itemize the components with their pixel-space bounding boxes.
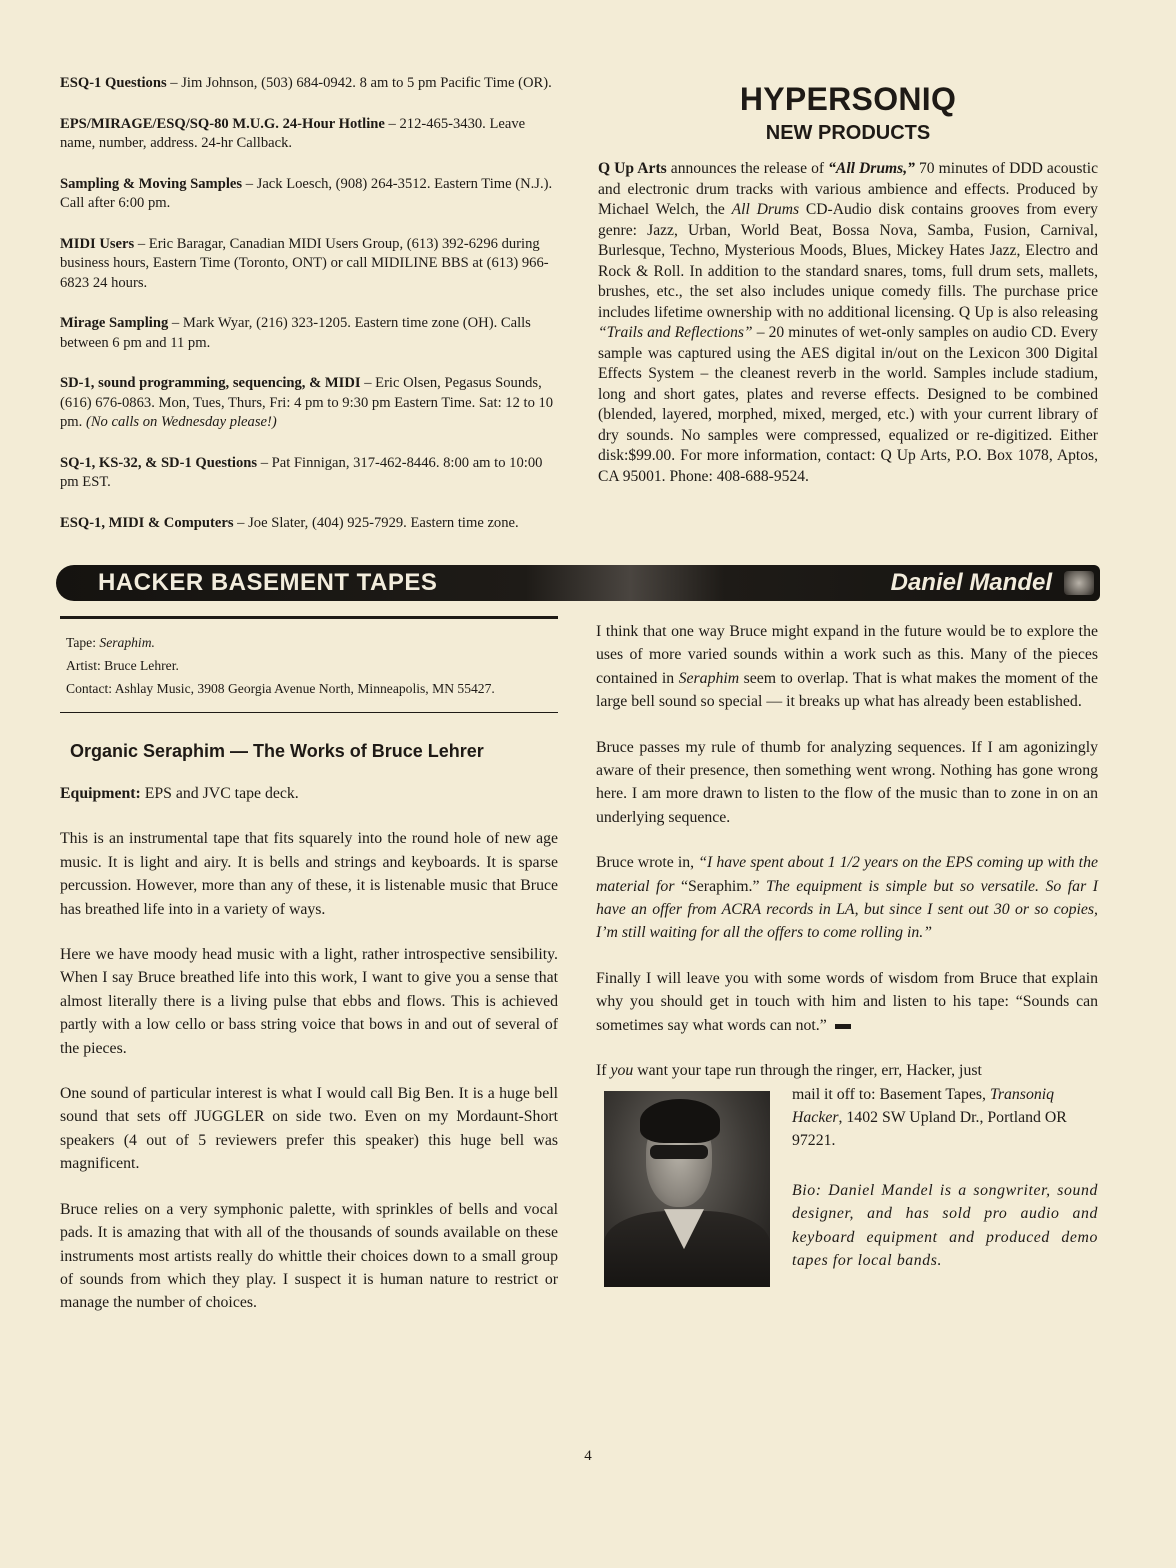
banner-ornament (1064, 571, 1094, 595)
contact-item (60, 454, 558, 493)
author-bio: Bio: Daniel Mandel is a songwriter, sound designer, and has sold pro audio and keyboard equipment and produced demo tapes for local bands. (792, 1181, 1098, 1269)
contact-item (60, 514, 558, 534)
article-right-column (596, 620, 1098, 1272)
photo-hair (640, 1099, 720, 1143)
hypersoniq-section (598, 80, 1098, 487)
text-run: mail it off to: Basement Tapes, (792, 1085, 990, 1103)
contact-text: – Eric Baragar, Canadian MIDI Users Group, (613) 392-6296 during business hours, Eastern Time (Toronto, ONT) or call MIDILINE BBS at (613) 966-6823 24 hours. (60, 235, 549, 291)
hyper-run: “Trails and Reflections” (598, 324, 753, 341)
article-title: Organic Seraphim — The Works of Bruce Lehrer (70, 741, 484, 761)
contact-list (60, 74, 558, 554)
article-paragraph (596, 620, 1098, 714)
contact-note: (No calls on Wednesday please!) (85, 414, 277, 430)
contact-item (60, 314, 558, 353)
text-run: If (596, 1062, 611, 1080)
text-run: I think that one way Bruce might expand in the future would be to explore the uses of more varied sounds within a work such as this. Many of the pieces contained in (596, 623, 1098, 687)
hypersoniq-subtitle: NEW PRODUCTS (765, 122, 931, 144)
hyper-run: 70 minutes of DDD acoustic and electronic drum tracks with various ambience and effects. Produced by Michael Welch, the (598, 160, 1098, 218)
hyper-run: “All Drums,” (828, 160, 915, 177)
contact-item (60, 374, 558, 433)
tape-line (66, 631, 552, 654)
article-paragraph: Bruce passes my rule of thumb for analyzing sequences. If I am agonizingly aware of their presence, then something went wrong. Nothing has gone wrong here. I am more drawn to listen to the flow of the music than to zone in on an underlying sequence. (596, 738, 1098, 826)
hyper-run: announces the release of (666, 160, 829, 177)
text-run: want your tape run through the ringer, err, Hacker, just (633, 1062, 982, 1080)
page-number: 4 (584, 1448, 592, 1464)
text-run: Transoniq Hacker (792, 1085, 1055, 1126)
hyper-run: All Drums (731, 201, 800, 218)
equipment-text: EPS and JVC tape deck. (140, 785, 299, 802)
submission-block (596, 1059, 1098, 1272)
contact-label: MIDI Users (60, 235, 135, 252)
divider (60, 712, 558, 713)
banner-title: HACKER BASEMENT TAPES (98, 569, 438, 596)
contact-text: – Jack Loesch, (908) 264-3512. Eastern Time (N.J.). Call after 6:00 pm. (60, 175, 553, 211)
article-paragraph: One sound of particular interest is what I would call Big Ben. It is a huge bell sound that sets off JUGGLER on side two. Even on my Mordaunt-Short speakers (4 out of 5 reviewers prefer this speaker) this huge bell was magnificent. (60, 1085, 558, 1173)
contact-label: SQ-1, KS-32, & SD-1 Questions (60, 454, 258, 471)
equipment-line (60, 782, 558, 805)
contact-label: Sampling & Moving Samples (60, 175, 243, 192)
section-banner (56, 565, 1100, 601)
contact-line: Contact: Ashlay Music, 3908 Georgia Avenue North, Minneapolis, MN 55427. (66, 681, 495, 696)
article-left-column (60, 616, 558, 1337)
contact-text: – 212-465-3430. Leave name, number, address. 24-hr Callback. (60, 115, 526, 151)
contact-item (60, 235, 558, 294)
contact-item (60, 74, 558, 94)
hyper-run: – 20 minutes of wet-only samples on audio CD. Every sample was captured using the AES digital in/out on the Lexicon 300 Digital Effects System – the cleanest reverb in the world. Samples include stadium, long and short gates, plates and reverse effects. Designed to be combined (blended, layered, morphed, mixed, merged, etc.) with your current library of dry sounds. No samples were compressed, equalized or re-digitized. Either disk:$99.00. For more information, contact: Q Up Arts, P.O. Box 1078, Aptos, CA 95001. Phone: 408-688-9524. (598, 324, 1098, 485)
contact-label: ESQ-1 Questions (60, 75, 167, 91)
equipment-label: Equipment: (60, 785, 141, 802)
article-paragraph: This is an instrumental tape that fits squarely into the round hole of new age music. It is light and airy. It is bells and strings and keyboards. It is sparse percussion. However, more than any of these, it is listenable music that Bruce has breathed life into in a variety of ways. (60, 830, 558, 918)
tape-label: Tape: (66, 635, 100, 650)
text-run: “I have spent about 1 1/2 years on the EPS coming up with the material for (596, 854, 1098, 895)
contact-label: Mirage Sampling (60, 315, 169, 331)
contact-text: – Jim Johnson, (503) 684-0942. 8 am to 5 pm Pacific Time (OR). (166, 75, 552, 91)
hyper-run: CD-Audio disk contains grooves from every genre: Jazz, Urban, World Beat, Bossa Nova, Samba, Fusion, Carnival, Burlesque, Techno, Mysterious Moods, Blues, Mickey Hates Jazz, Electro and Rock & Roll. In addition to the standard snares, toms, full drum sets, mallets, brushes, etc., the set also includes unique comedy fills. The purchase price includes lifetime ownership with no additional licensing. Q Up is also releasing (598, 201, 1098, 321)
submission-address (792, 1083, 1098, 1153)
author-photo (604, 1091, 770, 1287)
contact-text: – Joe Slater, (404) 925-7929. Eastern time zone. (233, 514, 519, 531)
contact-text: – Eric Olsen, Pegasus Sounds, (616) 676-0863. Mon, Tues, Thurs, Fri: 4 pm to 9:30 pm Eastern Time. Sat: 12 to 10 pm. (60, 375, 554, 430)
text-run: Seraphim (678, 669, 740, 687)
article-paragraph (596, 967, 1098, 1037)
text-run: Finally I will leave you with some words of wisdom from Bruce that explain why you should get in touch with him and listen to his tape: “Sounds can sometimes say what words can not.” (596, 969, 1098, 1034)
hyper-run: Q Up Arts (598, 160, 667, 177)
text-run: “Seraphim.” (681, 877, 760, 895)
hypersoniq-body (598, 159, 1098, 487)
end-of-article-mark (835, 1024, 851, 1029)
text-run: Bruce wrote in, (596, 854, 699, 872)
tape-info (60, 619, 558, 712)
text-run: you (610, 1062, 634, 1080)
text-run: seem to overlap. That is what makes the moment of the large bell sound so special — it breaks up what has already been established. (596, 669, 1099, 711)
hypersoniq-title: HYPERSONIQ (739, 81, 957, 117)
contact-label: EPS/MIRAGE/ESQ/SQ-80 M.U.G. 24-Hour Hotline (60, 115, 385, 132)
text-run: , 1402 SW Upland Dr., Portland OR 97221. (792, 1108, 1067, 1150)
text-run: The equipment is simple but so versatile. So far I have an offer from ACRA records in LA, but since I sent out 30 or so copies, I’m still waiting for all the offers to come rolling in.” (596, 877, 1098, 942)
article-paragraph (596, 851, 1098, 945)
article-paragraph: Here we have moody head music with a light, rather introspective sensibility. When I say Bruce breathed life into this work, I want to give you a sense that almost literally there is a living pulse that ebbs and flows. This is achieved partly with a low cello or bass string voice that bows in and out of several of the pieces. (60, 946, 558, 1057)
contact-text: – Pat Finnigan, 317-462-8446. 8:00 am to 10:00 pm EST. (60, 454, 543, 490)
tape-value: Seraphim. (99, 635, 155, 650)
article-paragraph: Bruce relies on a very symphonic palette, with sprinkles of bells and vocal pads. It is amazing that with all of the thousands of sounds available on these instruments most artists really do whittle their choices down to a small group of sounds from which they play. I suspect it is human nature to restrict or manage the number of choices. (60, 1200, 558, 1312)
contact-label: SD-1, sound programming, sequencing, & MIDI (60, 375, 361, 391)
artist-line: Artist: Bruce Lehrer. (66, 658, 179, 673)
banner-author: Daniel Mandel (890, 569, 1052, 596)
submission-intro (596, 1059, 1098, 1082)
photo-glasses (650, 1145, 708, 1159)
contact-text: – Mark Wyar, (216) 323-1205. Eastern time zone (OH). Calls between 6 pm and 11 pm. (60, 315, 531, 351)
contact-item (60, 115, 558, 154)
contact-item (60, 175, 558, 214)
contact-label: ESQ-1, MIDI & Computers (60, 514, 234, 531)
